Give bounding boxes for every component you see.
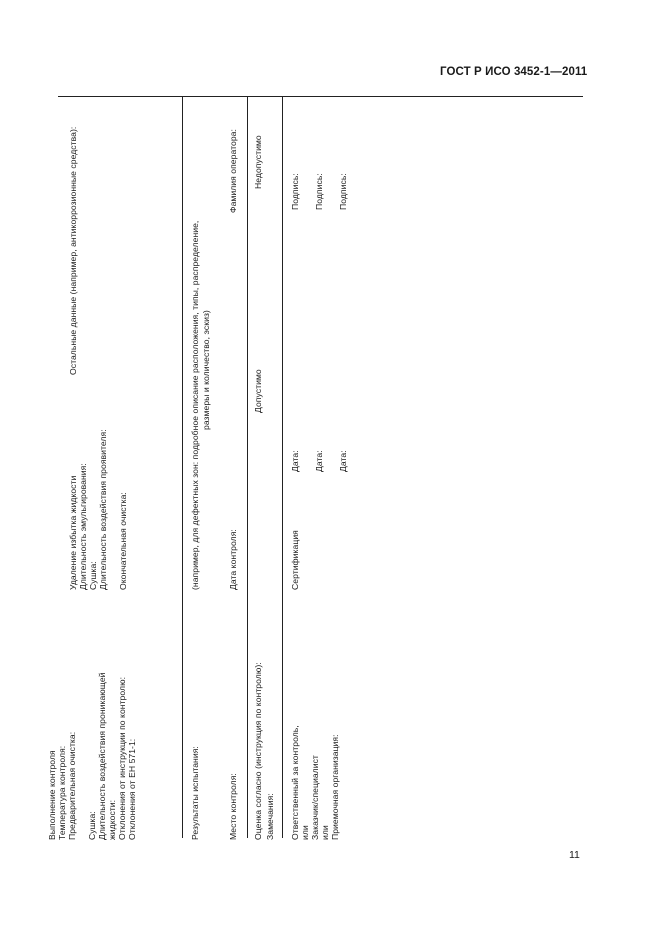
penetrant-dwell-label-line2: жидкости: (107, 799, 117, 840)
assessment-label: Оценка согласно (инструкция по контролю): (253, 662, 263, 840)
signature-label-customer: Подпись: (314, 173, 324, 210)
acceptable-label: Допустимо (253, 369, 263, 413)
drying-label-2: Сушка: (88, 561, 98, 590)
section1-left-column (47, 672, 137, 840)
date-label-acceptance: Дата: (338, 450, 348, 472)
signature-label-acceptance: Подпись: (338, 173, 348, 210)
customer-label: Заказчик/специалист (310, 755, 320, 840)
page-number: 11 (569, 849, 580, 861)
rule-signature (282, 96, 283, 838)
place-label: Место контроля: (228, 773, 238, 840)
emulsification-time-label: Длительность эмульгирования: (78, 463, 88, 590)
penetrant-dwell-label-line1: Длительность воздействия проникающей (97, 672, 107, 840)
certification-label: Сертификация (290, 530, 300, 590)
other-data-label: Остальные данные (например, антикоррозионные средства): (68, 126, 78, 375)
unacceptable-label: Недопустимо (253, 135, 263, 189)
pre-cleaning-label: Предварительная очистка: (67, 731, 77, 840)
date-label-customer: Дата: (314, 450, 324, 472)
date-label-responsible: Дата: (290, 450, 300, 472)
or-label-2: или (320, 825, 330, 840)
or-label-1: или (300, 825, 310, 840)
inspection-date-label: Дата контроля: (228, 529, 238, 590)
remarks-label: Замечания: (265, 793, 275, 840)
rule-results (182, 96, 183, 838)
execution-title: Выполнение контроля (47, 750, 57, 840)
excess-removal-label: Удаление избытка жидкости (68, 475, 78, 590)
acceptance-org-label: Приемочная организация: (330, 734, 340, 840)
document-header: ГОСТ Р ИСО 3452-1—2011 (440, 66, 588, 78)
procedure-deviations-label: Отклонения от инструкции по контролю: (117, 676, 127, 840)
responsible-label: Ответственный за контроль, (290, 725, 300, 840)
drying-label: Сушка: (87, 811, 97, 840)
results-note-line2: размеры и количество, эскиз) (201, 310, 211, 430)
rule-place (247, 96, 248, 838)
operator-name-label: Фамилия оператора: (228, 129, 238, 213)
signature-label-responsible: Подпись: (290, 173, 300, 210)
test-temperature-label: Температура контроля: (57, 745, 67, 840)
top-rule (58, 96, 583, 97)
developer-time-label: Длительность воздействия проявителя: (98, 429, 108, 590)
signatories-column (290, 725, 340, 840)
final-cleaning-label: Окончательная очистка: (118, 492, 128, 590)
results-label: Результаты испытания: (190, 746, 200, 840)
results-note-line1: (например, для дефектных зон: подробное описание расположения, типы, распределение, (190, 220, 200, 590)
section1-middle-column (68, 429, 128, 590)
en571-deviations-label: Отклонения от ЕН 571-1: (127, 738, 137, 840)
